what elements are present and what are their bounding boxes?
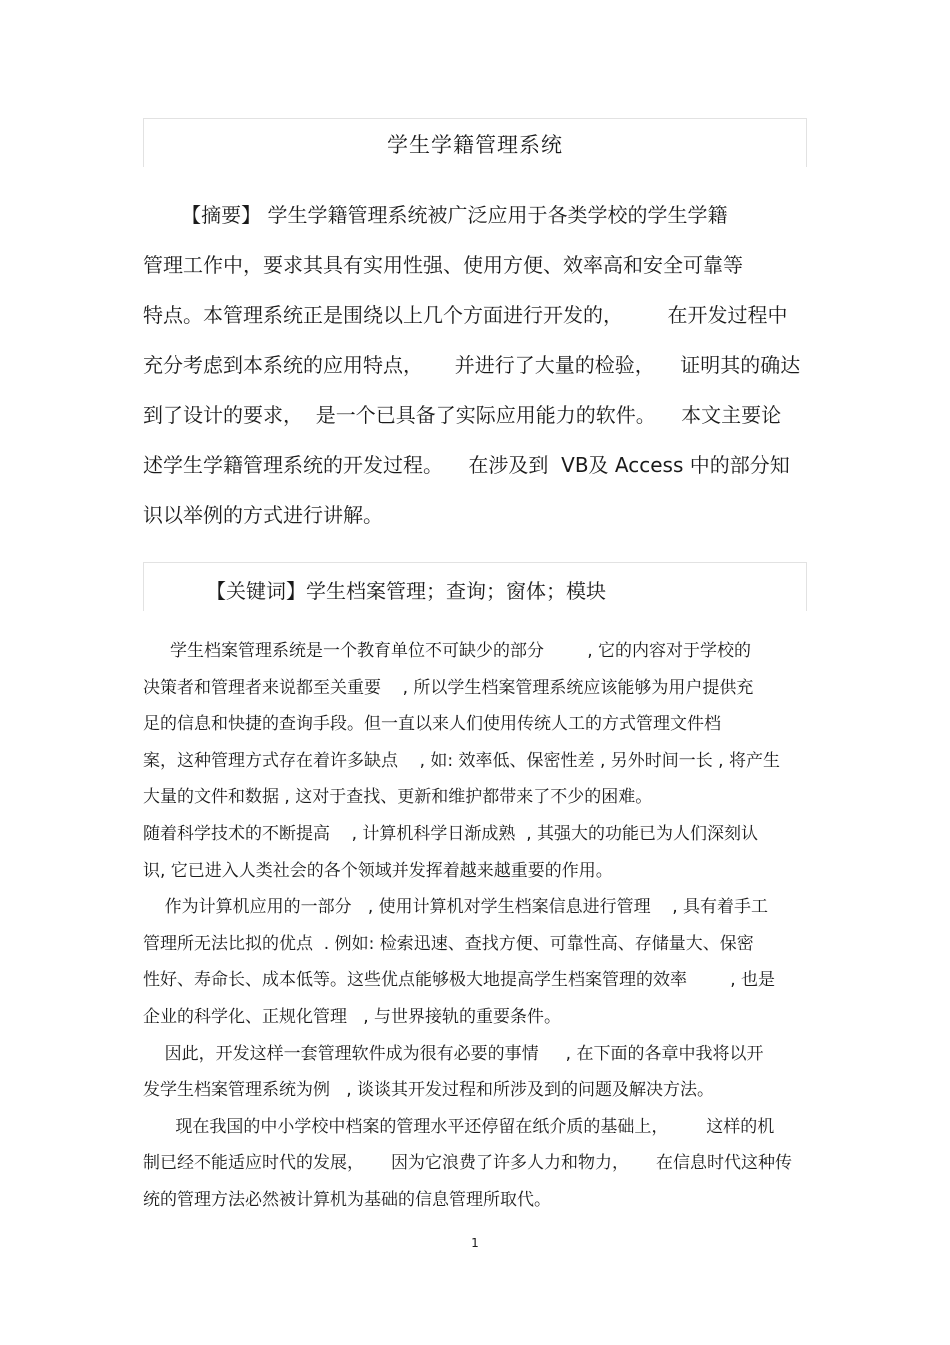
abstract-section (143, 190, 808, 540)
body-line: 性好、寿命长、成本低等。这些优点能够极大地提高学生档案管理的效率 , 也是 (143, 970, 776, 991)
abstract-line: 管理工作中，要求其具有实用性强、使用方便、效率高和安全可靠等 (143, 253, 743, 277)
abstract-line: 述学生学籍管理系统的开发过程。 在涉及到 VB及 Access 中的部分知 (143, 453, 790, 477)
abstract-line: 【摘要】 学生学籍管理系统被广泛应用于各类学校的学生学籍 (143, 203, 728, 227)
body-line: 识, 它已进入人类社会的各个领域并发挥着越来越重要的作用。 (143, 860, 613, 881)
body-line: 随着科学技术的不断提高 , 计算机科学日渐成熟 , 其强大的功能已为人们深刻认 (143, 823, 759, 844)
body-line: 统的管理方法必然被计算机为基础的信息管理所取代。 (143, 1189, 551, 1210)
body-line: 企业的科学化、正规化管理 , 与世界接轨的重要条件。 (143, 1006, 562, 1027)
body-line: 决策者和管理者来说都至关重要 , 所以学生档案管理系统应该能够为用户提供充 (143, 677, 754, 698)
abstract-line: 充分考虑到本系统的应用特点， 并进行了大量的检验， 证明其的确达 (143, 353, 801, 377)
body-line: 管理所无法比拟的优点 . 例如: 检索迅速、查找方便、可靠性高、存储量大、保密 (143, 933, 754, 954)
body-line: 足的信息和快捷的查询手段。但一直以来人们使用传统人工的方式管理文件档 (143, 714, 721, 735)
abstract-line: 特点。本管理系统正是围绕以上几个方面进行开发的， 在开发过程中 (143, 303, 788, 327)
body-line: 现在我国的中小学校中档案的管理水平还停留在纸介质的基础上， 这样的机 (143, 1116, 775, 1137)
body-line: 大量的文件和数据 , 这对于查找、更新和维护都带来了不少的困难。 (143, 787, 653, 808)
keywords-line: 【关键词】学生档案管理；查询；窗体；模块 (206, 579, 606, 603)
title-box (143, 118, 807, 167)
body-line: 制已经不能适应时代的发展， 因为它浪费了许多人力和物力， 在信息时代这种传 (143, 1153, 793, 1174)
body-line: 因此，开发这样一套管理软件成为很有必要的事情 , 在下面的各章中我将以开 (143, 1043, 764, 1064)
body-section (143, 636, 808, 1222)
document-title: 学生学籍管理系统 (387, 133, 563, 157)
body-line: 作为计算机应用的一部分 , 使用计算机对学生档案信息进行管理 , 具有着手工 (143, 897, 769, 918)
abstract-line: 识以举例的方式进行讲解。 (143, 503, 383, 527)
body-line: 学生档案管理系统是一个教育单位不可缺少的部分 , 它的内容对于学校的 (143, 641, 752, 661)
body-line: 发学生档案管理系统为例 , 谈谈其开发过程和所涉及到的问题及解决方法。 (143, 1080, 715, 1101)
body-line: 案，这种管理方式存在着许多缺点 , 如: 效率低、保密性差 , 另外时间一长 , 将产生 (143, 750, 780, 771)
page-number: 1 (471, 1236, 479, 1250)
keywords-box (143, 562, 807, 611)
abstract-line: 到了设计的要求， 是一个已具备了实际应用能力的软件。 本文主要论 (143, 403, 782, 427)
